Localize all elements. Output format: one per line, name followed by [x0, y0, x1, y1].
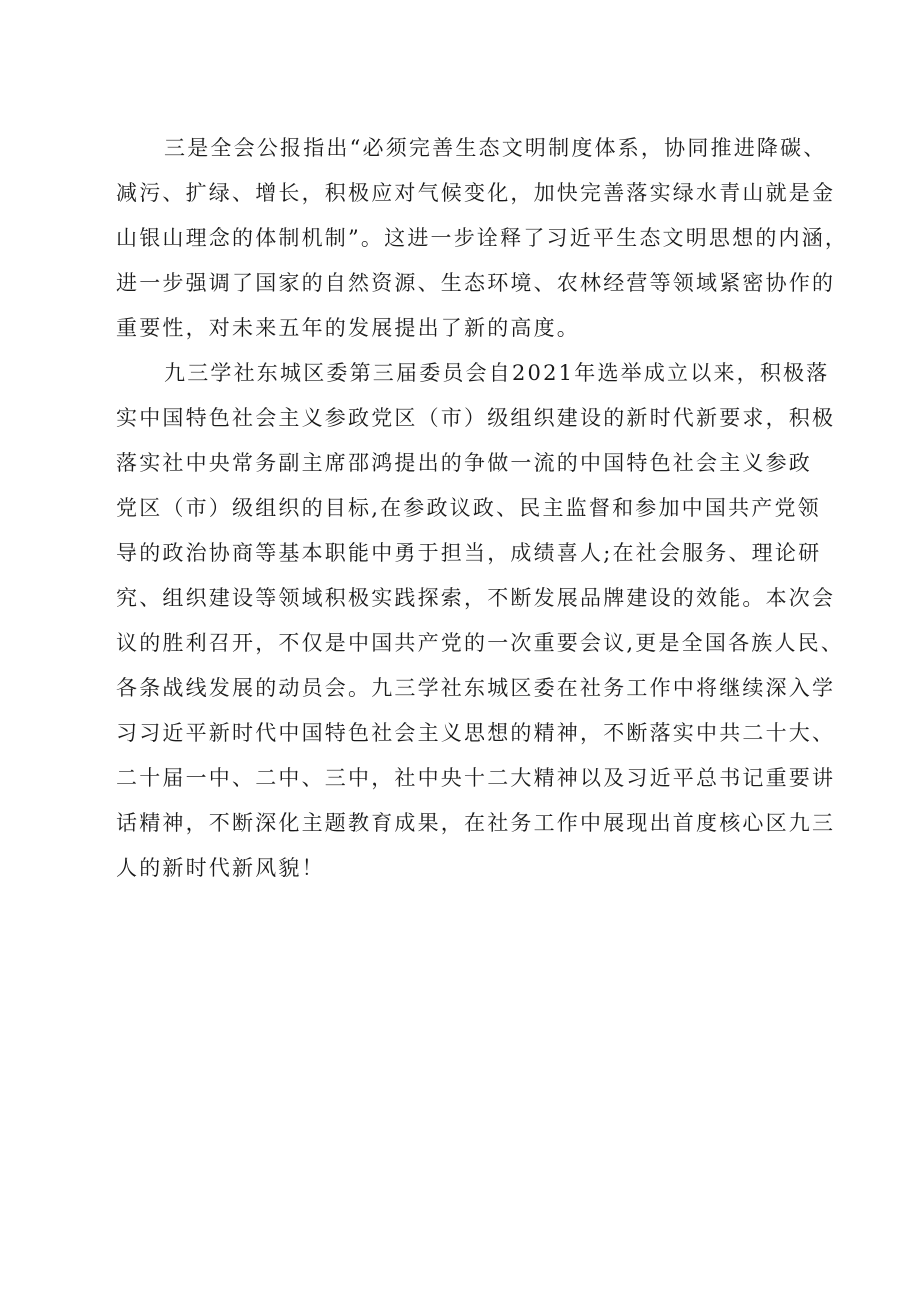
paragraph-line: 人的新时代新风貌！: [116, 856, 325, 880]
paragraph-line: 各条战线发展的动员会。九三学社东城区委在社务工作中将继续深入学: [116, 676, 836, 700]
paragraph-line: 实中国特色社会主义参政党区（市）级组织建设的新时代新要求，积极: [116, 406, 836, 430]
paragraph-line: 话精神，不断深化主题教育成果，在社务工作中展现出首度核心区九三: [116, 811, 836, 835]
paragraph-line: 减污、扩绿、增长，积极应对气候变化，加快完善落实绿水青山就是金: [116, 181, 836, 205]
paragraph-line: 三是全会公报指出“必须完善生态文明制度体系，协同推进降碳、: [164, 136, 827, 160]
paragraph-line: 九三学社东城区委第三届委员会自2021年选举成立以来，积极落: [164, 361, 830, 385]
paragraph-line: 二十届一中、二中、三中，社中央十二大精神以及习近平总书记重要讲: [116, 766, 836, 790]
paragraph-line: 山银山理念的体制机制”。这进一步诠释了习近平生态文明思想的内涵，: [116, 226, 849, 250]
paragraph-1: [116, 126, 849, 351]
paragraph-line: 党区（市）级组织的目标,在参政议政、民主监督和参加中国共产党领: [116, 496, 821, 520]
paragraph-line: 议的胜利召开，不仅是中国共产党的一次重要会议,更是全国各族人民、: [116, 631, 845, 655]
paragraph-line: 落实社中央常务副主席邵鸿提出的争做一流的中国特色社会主义参政: [116, 451, 812, 475]
paragraph-line: 重要性，对未来五年的发展提出了新的高度。: [116, 316, 580, 340]
document-body: [116, 126, 849, 891]
paragraph-line: 习习近平新时代中国特色社会主义思想的精神，不断落实中共二十大、: [116, 721, 836, 745]
paragraph-line: 导的政治协商等基本职能中勇于担当，成绩喜人;在社会服务、理论研: [116, 541, 822, 565]
paragraph-line: 究、组织建设等领域积极实践探索，不断发展品牌建设的效能。本次会: [116, 586, 836, 610]
paragraph-line: 进一步强调了国家的自然资源、生态环境、农林经营等领域紧密协作的: [116, 271, 836, 295]
paragraph-2: [116, 351, 846, 891]
